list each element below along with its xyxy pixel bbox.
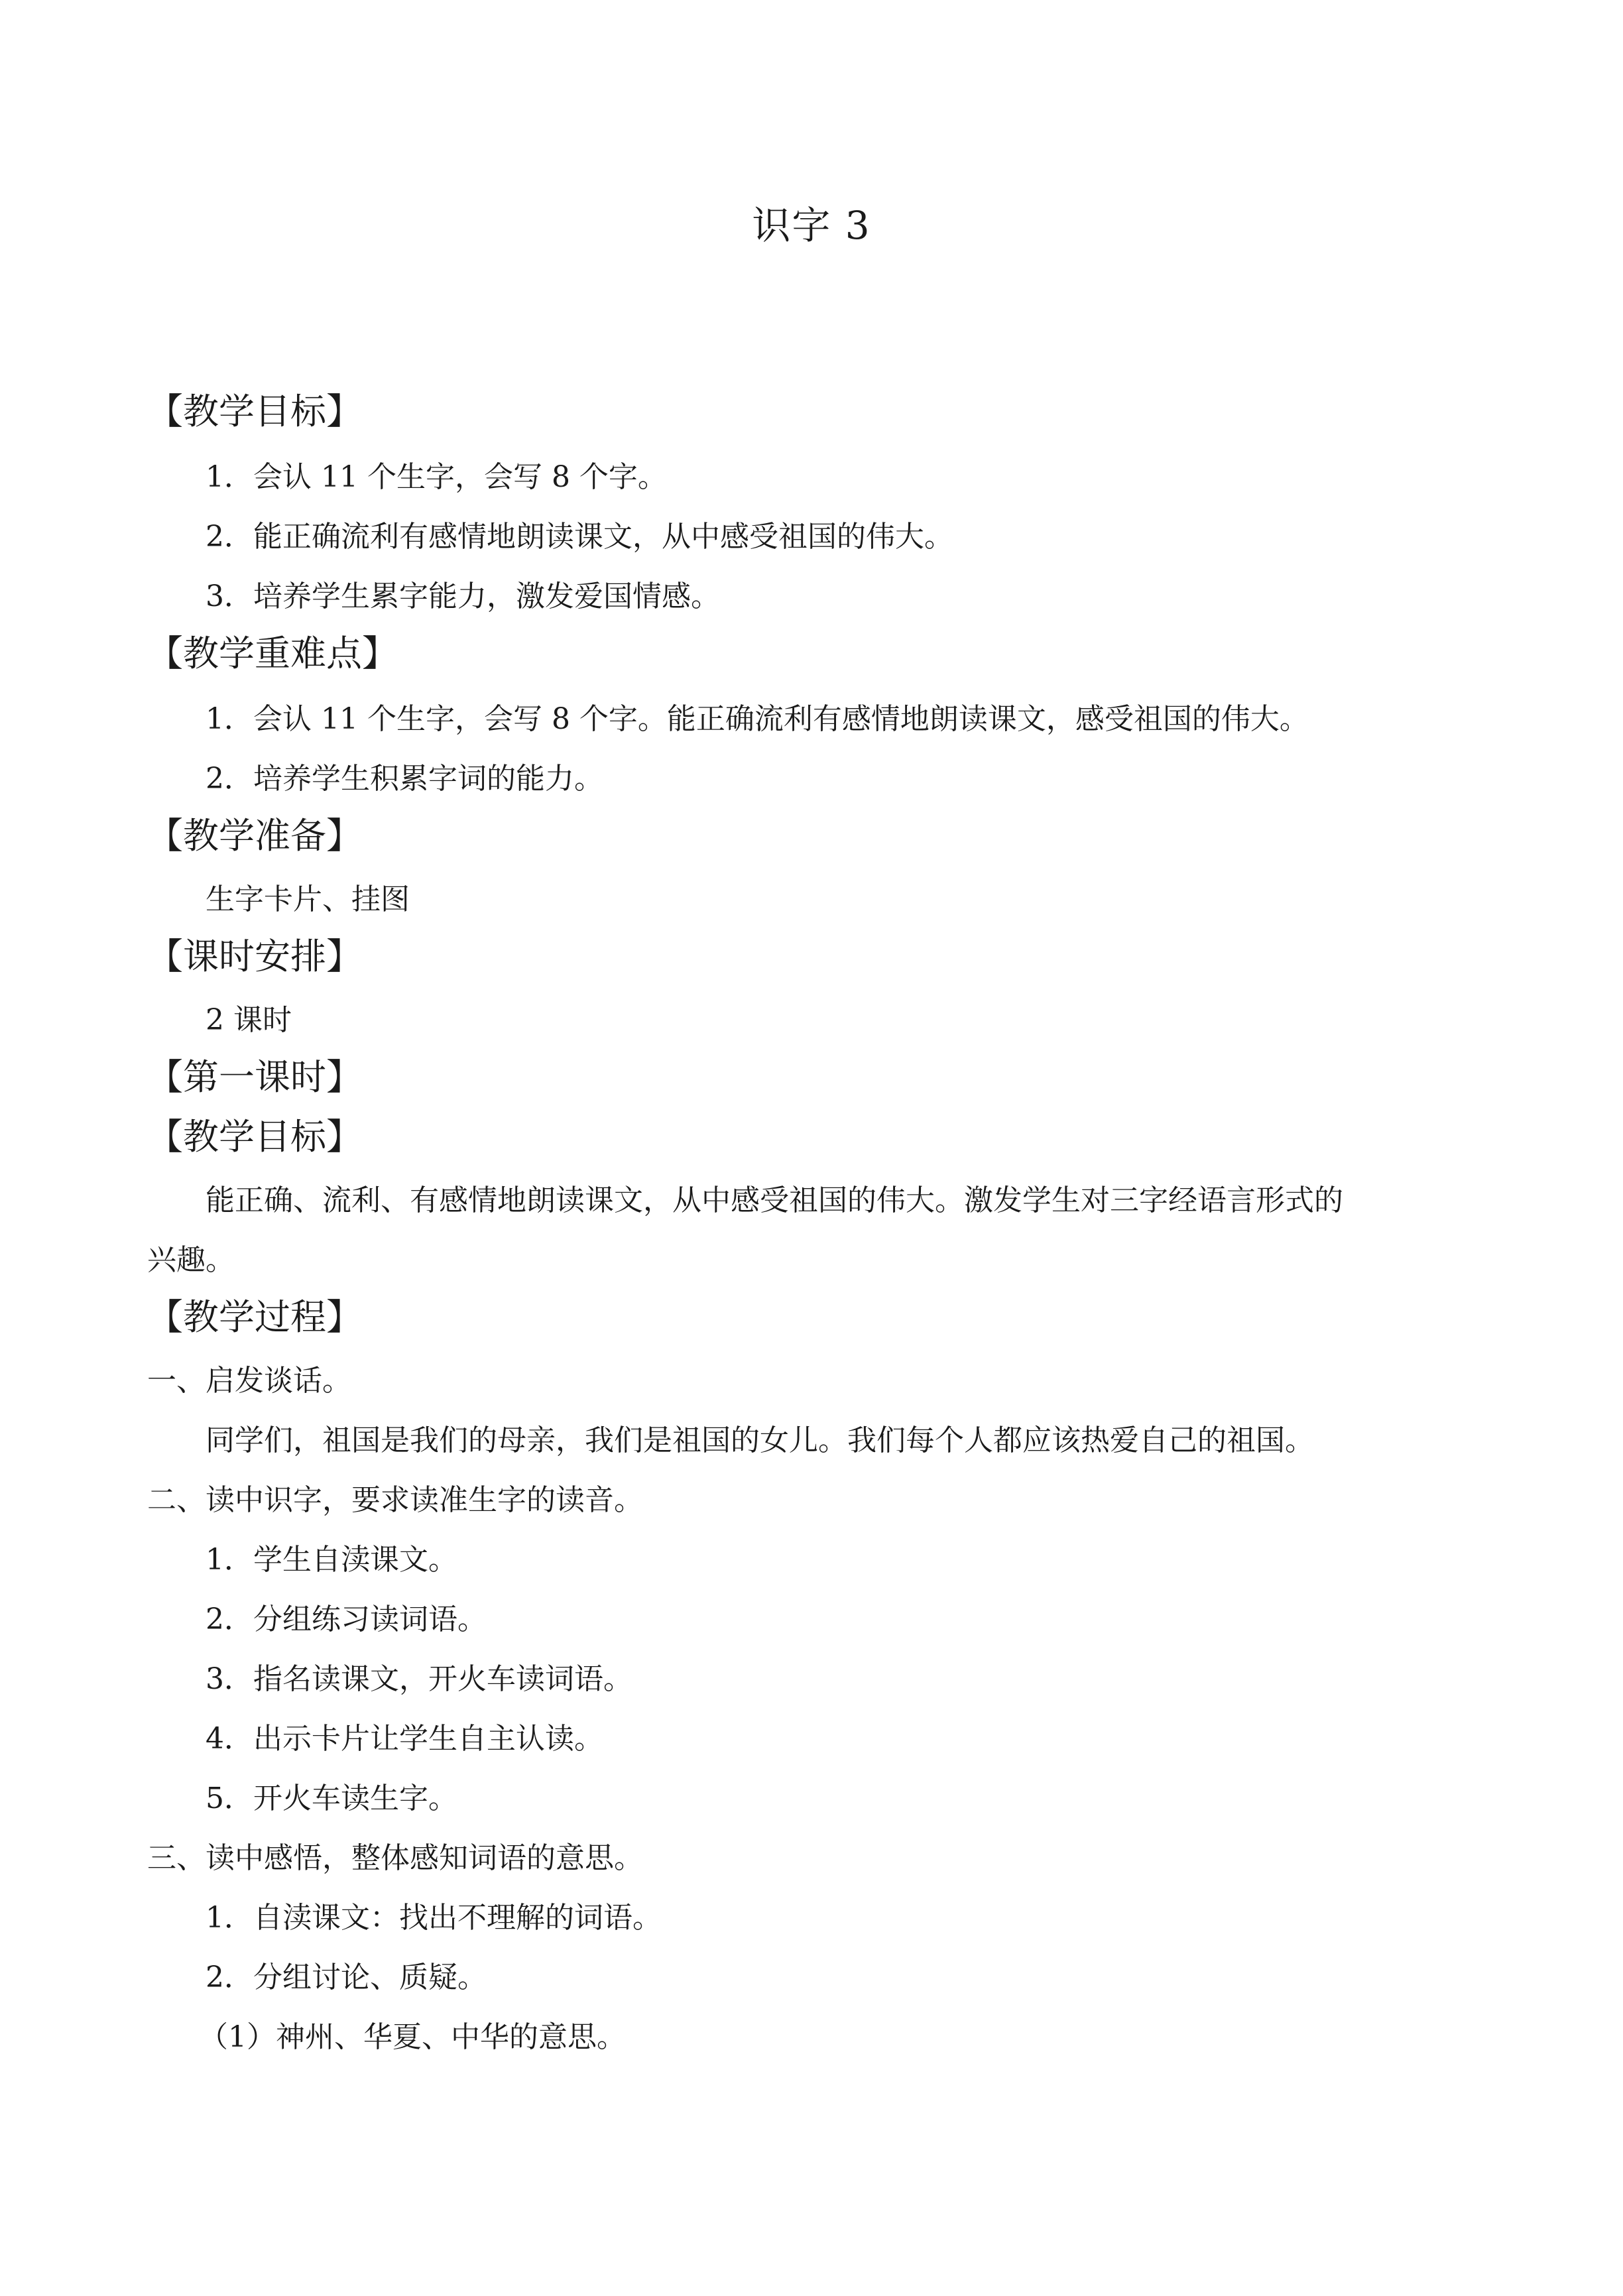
list-item: 1．会认 11 个生字，会写 8 个字。 — [206, 460, 667, 494]
list-item: 1．会认 11 个生字，会写 8 个字。能正确流利有感情地朗读课文，感受祖国的伟大。 — [206, 702, 1309, 736]
list-item: 2．分组练习读词语。 — [206, 1602, 487, 1636]
section-heading-preparation: 【教学准备】 — [147, 815, 362, 857]
list-item: 2 课时 — [206, 1003, 292, 1037]
list-item: 1．自渎课文：找出不理解的词语。 — [206, 1901, 662, 1935]
list-item: 2．培养学生积累字词的能力。 — [206, 762, 603, 796]
list-item: 3．指名读课文，开火车读词语。 — [206, 1662, 632, 1696]
step-heading: 二、读中识字，要求读准生字的读音。 — [147, 1483, 643, 1517]
step-heading: 三、读中感悟，整体感知词语的意思。 — [147, 1841, 643, 1875]
paragraph-line: 能正确、流利、有感情地朗读课文，从中感受祖国的伟大。激发学生对三字经语言形式的 — [206, 1183, 1343, 1217]
list-item: 4．出示卡片让学生自主认读。 — [206, 1722, 603, 1756]
document-title: 识字 3 — [752, 203, 871, 248]
section-heading-schedule: 【课时安排】 — [147, 936, 362, 977]
section-heading-first-lesson: 【第一课时】 — [147, 1056, 362, 1098]
list-item: 3．培养学生累字能力，激发爱国情感。 — [206, 579, 720, 613]
section-heading-key-points: 【教学重难点】 — [147, 633, 398, 674]
list-item: 2．分组讨论、质疑。 — [206, 1961, 487, 1994]
list-item: 1．学生自渎课文。 — [206, 1543, 457, 1577]
list-item: 5．开火车读生字。 — [206, 1782, 457, 1815]
paragraph-line: 同学们，祖国是我们的母亲，我们是祖国的女儿。我们每个人都应该热爱自己的祖国。 — [206, 1423, 1314, 1457]
step-heading: 一、启发谈话。 — [147, 1364, 351, 1398]
section-heading-teaching-goals-2: 【教学目标】 — [147, 1116, 362, 1158]
paragraph-line: 兴趣。 — [147, 1243, 235, 1277]
sub-list-item: （1）神州、华夏、中华的意思。 — [199, 2020, 626, 2054]
section-heading-teaching-process: 【教学过程】 — [147, 1296, 362, 1338]
list-item: 生字卡片、挂图 — [206, 882, 410, 916]
list-item: 2．能正确流利有感情地朗读课文，从中感受祖国的伟大。 — [206, 520, 953, 554]
section-heading-teaching-goals: 【教学目标】 — [147, 391, 362, 432]
